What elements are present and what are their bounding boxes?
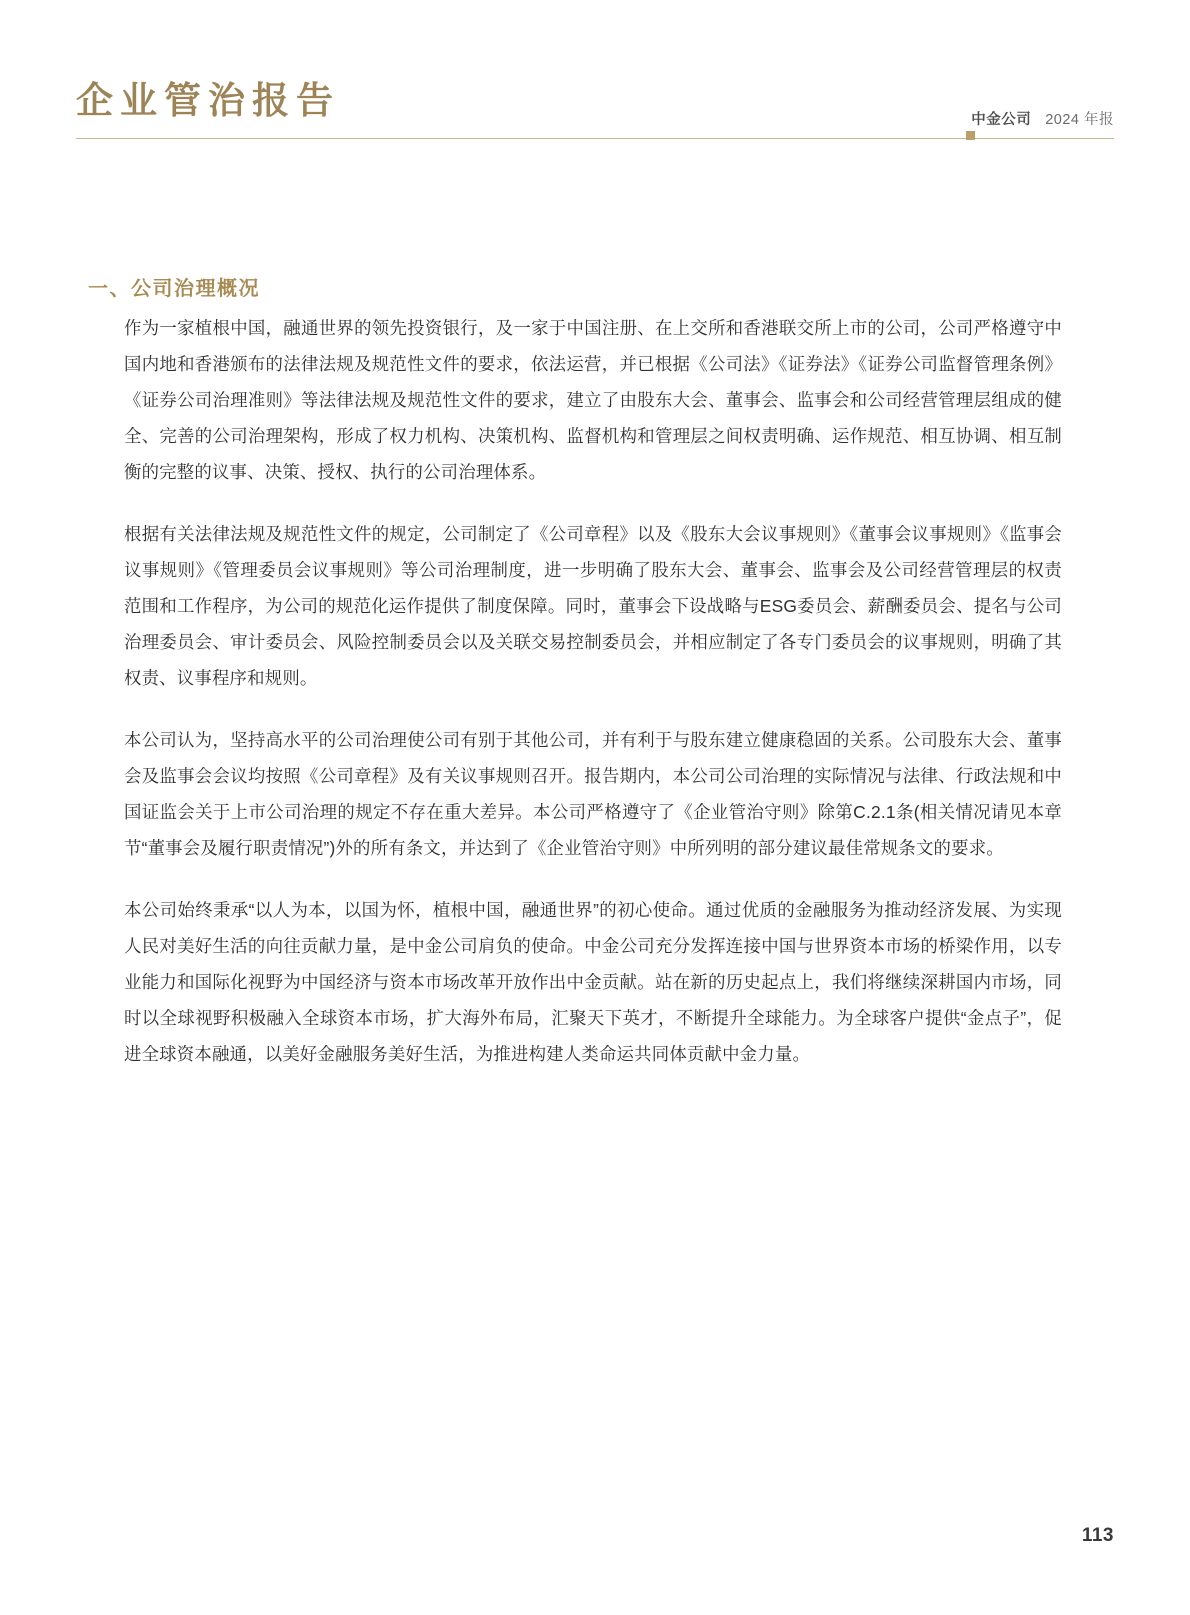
page-header bbox=[0, 0, 1190, 150]
paragraph: 本公司始终秉承“以人为本，以国为怀，植根中国，融通世界”的初心使命。通过优质的金融服务为推动经济发展、为实现人民对美好生活的向往贡献力量，是中金公司肩负的使命。中金公司充分发挥连接中国与世界资本市场的桥梁作用，以专业能力和国际化视野为中国经济与资本市场改革开放作出中金贡献。站在新的历史起点上，我们将继续深耕国内市场，同时以全球视野积极融入全球资本市场，扩大海外布局，汇聚天下英才，不断提升全球能力。为全球客户提供“金点子”，促进全球资本融通，以美好金融服务美好生活，为推进构建人类命运共同体贡献中金力量。 bbox=[124, 900, 1062, 1064]
section-heading: 一、公司治理概况 bbox=[88, 278, 260, 300]
paragraph: 本公司认为，坚持高水平的公司治理使公司有别于其他公司，并有利于与股东建立健康稳固的关系。公司股东大会、董事会及监事会会议均按照《公司章程》及有关议事规则召开。报告期内，本公司公司治理的实际情况与法律、行政法规和中国证监会关于上市公司治理的规定不存在重大差异。本公司严格遵守了《企业管治守则》除第C.2.1条(相关情况请见本章节“董事会及履行职责情况”)外的所有条文，并达到了《企业管治守则》中所列明的部分建议最佳常规条文的要求。 bbox=[124, 730, 1062, 858]
page-title: 企业管治报告 bbox=[76, 80, 340, 121]
header-divider bbox=[76, 138, 1114, 139]
paragraph: 作为一家植根中国，融通世界的领先投资银行，及一家于中国注册、在上交所和香港联交所上市的公司，公司严格遵守中国内地和香港颁布的法律法规及规范性文件的要求，依法运营，并已根据《公司法》《证券法》《证券公司监督管理条例》《证券公司治理准则》等法律法规及规范性文件的要求，建立了由股东大会、董事会、监事会和公司经营管理层组成的健全、完善的公司治理架构，形成了权力机构、决策机构、监督机构和管理层之间权责明确、运作规范、相互协调、相互制衡的完整的议事、决策、授权、执行的公司治理体系。 bbox=[124, 318, 1062, 482]
body-text-block bbox=[124, 310, 1062, 1072]
header-report-year: 2024 年报 bbox=[1045, 112, 1114, 128]
header-meta bbox=[971, 108, 1114, 129]
paragraph: 根据有关法律法规及规范性文件的规定，公司制定了《公司章程》以及《股东大会议事规则》《董事会议事规则》《监事会议事规则》《管理委员会议事规则》等公司治理制度，进一步明确了股东大会、董事会、监事会及公司经营管理层的权责范围和工作程序，为公司的规范化运作提供了制度保障。同时，董事会下设战略与ESG委员会、薪酬委员会、提名与公司治理委员会、审计委员会、风险控制委员会以及关联交易控制委员会，并相应制定了各专门委员会的议事规则，明确了其权责、议事程序和规则。 bbox=[124, 524, 1062, 688]
header-divider-tick bbox=[966, 131, 975, 140]
page-number: 113 bbox=[1081, 1525, 1114, 1546]
header-company-name: 中金公司 bbox=[971, 112, 1032, 128]
